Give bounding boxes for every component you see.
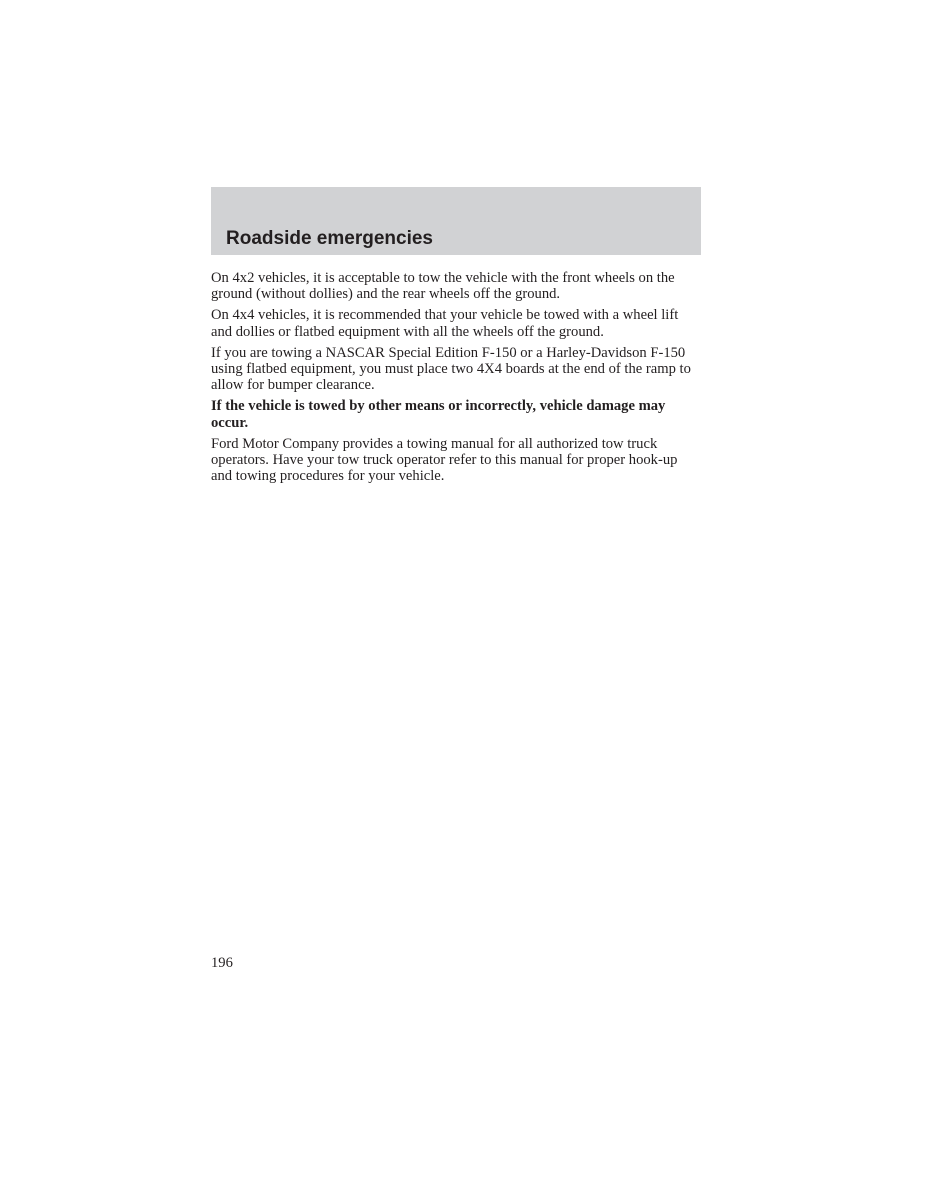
- paragraph-flatbed-boards: If you are towing a NASCAR Special Edition F-150 or a Harley-Davidson F-150 using flatbed equipment, you must place two 4X4 boards at the end of the ramp to allow for bumper clearance.: [211, 344, 691, 394]
- page-number: 196: [211, 955, 233, 971]
- body-text: [211, 270, 701, 489]
- paragraph-4x4-towing: On 4x4 vehicles, it is recommended that your vehicle be towed with a wheel lift and dollies or flatbed equipment with all the wheels off the ground.: [211, 307, 679, 340]
- section-title: Roadside emergencies: [226, 228, 433, 249]
- warning-text: If the vehicle is towed by other means or incorrectly, vehicle damage may occur.: [211, 398, 666, 431]
- paragraph-towing-manual: Ford Motor Company provides a towing manual for all authorized tow truck operators. Have your tow truck operator refer to this manual for proper hook-up and towing procedures for your vehicle.: [211, 435, 678, 485]
- section-header-bar: [211, 187, 701, 255]
- paragraph-4x2-towing: On 4x2 vehicles, it is acceptable to tow the vehicle with the front wheels on the ground (without dollies) and the rear wheels off the ground.: [211, 270, 675, 303]
